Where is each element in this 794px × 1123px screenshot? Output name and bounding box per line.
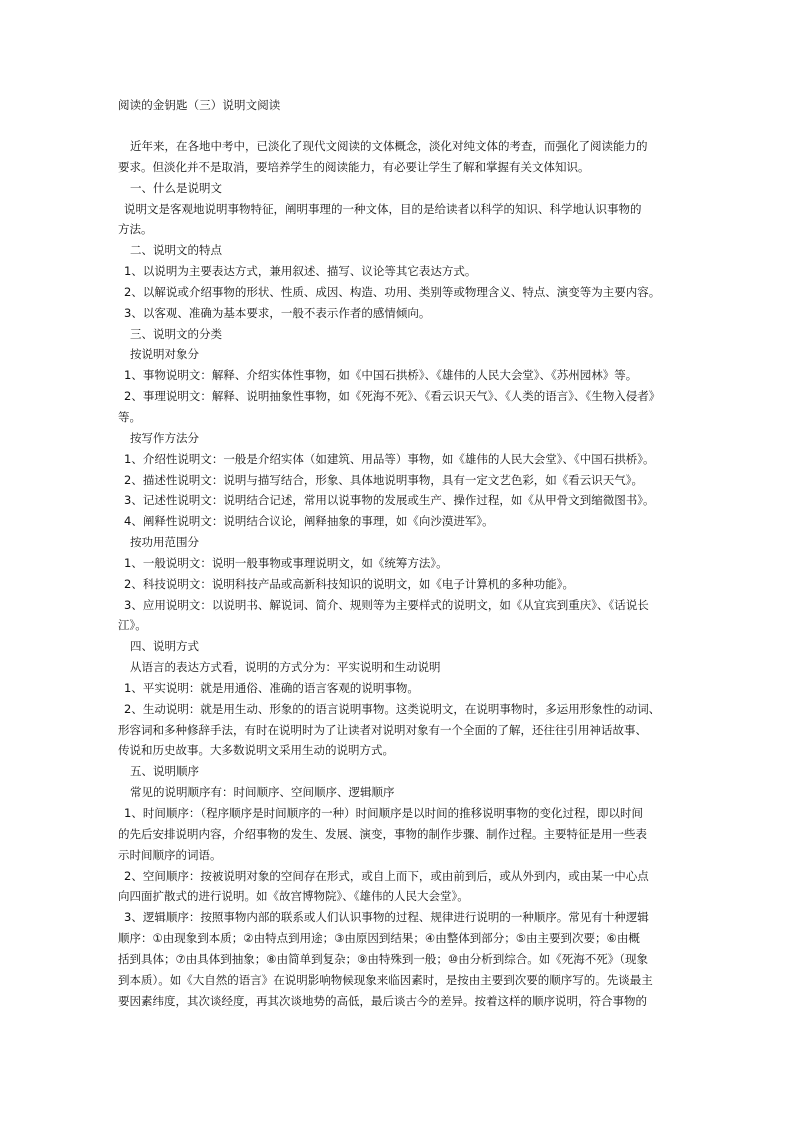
body-line: 2、描述性说明文：说明与描写结合，形象、具体地说明事物，具有一定文艺色彩，如《看云识天气》。 [124,472,644,487]
body-line: 向四面扩散式的进行说明。如《故宫博物院》、《雄伟的人民大会堂》。 [118,889,469,904]
body-line: 一、什么是说明文 [130,180,222,195]
document-title: 阅读的金钥匙（三）说明文阅读 [118,98,281,112]
body-line: 3、以客观、准确为基本要求，一般不表示作者的感情倾向。 [124,305,431,320]
body-line: 括到具体；⑦由具体到抽象；⑧由简单到复杂；⑨由特殊到一般；⑩由分析到综合。如《死海不死》（现象 [118,951,648,966]
document-body [118,136,677,1011]
body-line: 顺序：①由现象到本质；②由特点到用途；③由原因到结果；④由整体到部分；⑤由主要到次要；⑥由概 [118,931,640,946]
body-line: 说明文是客观地说明事物特征，阐明事理的一种文体，目的是给读者以科学的知识、科学地认识事物的 [124,201,642,216]
body-line: 1、一般说明文：说明一般事物或事理说明文，如《统筹方法》。 [124,555,448,570]
body-line: 1、平实说明：就是用通俗、准确的语言客观的说明事物。 [124,680,419,695]
body-line: 江》。 [118,618,147,633]
body-line: 3、记述性说明文：说明结合记述，常用以说事物的发展或生产、操作过程，如《从甲骨文到缩微图书》。 [124,493,655,508]
body-line: 1、事物说明文：解释、介绍实体性事物，如《中国石拱桥》、《雄伟的人民大会堂》、《苏州园林》等。 [124,368,638,383]
body-line: 1、介绍性说明文：一般是介绍实体（如建筑、用品等）事物，如《雄伟的人民大会堂》、《中国石拱桥》。 [124,451,655,466]
body-line: 4、阐释性说明文：说明结合议论，阐释抽象的事理，如《向沙漠进军》。 [124,514,494,529]
body-line: 形容词和多种修辞手法，有时在说明时为了让读者对说明对象有一个全面的了解，还往往引用神话故事、 [118,722,647,737]
body-line: 按功用范围分 [130,535,199,550]
body-line: 近年来，在各地中考中，已淡化了现代文阅读的文体概念，淡化对纯文体的考查，而强化了阅读能力的 [130,139,648,153]
body-line: 1、以说明为主要表达方式，兼用叙述、描写、议论等其它表达方式。 [124,264,477,279]
body-line: 示时间顺序的词语。 [118,847,222,862]
body-line: 2、科技说明文：说明科技产品或高新科技知识的说明文，如《电子计算机的多种功能》。 [124,576,575,591]
body-line: 按说明对象分 [130,347,199,362]
body-line: 从语言的表达方式看，说明的方式分为：平实说明和生动说明 [130,660,441,675]
body-line: 2、以解说或介绍事物的形状、性质、成因、构造、功用、类别等或物理含义、特点、演变等为主要内容。 [124,284,661,299]
body-line: 常见的说明顺序有：时间顺序、空间顺序、逻辑顺序 [130,785,395,800]
body-line: 要求。但淡化并不是取消，要培养学生的阅读能力，有必要让学生了解和掌握有关文体知识。 [118,159,590,174]
body-line: 三、说明文的分类 [130,326,222,341]
body-line: 五、说明顺序 [130,764,199,779]
body-line: 到本质）。如《大自然的语言》在说明影响物候现象来临因素时，是按由主要到次要的顺序写的。先谈最主 [118,972,653,987]
body-line: 2、事理说明文：解释、说明抽象性事物，如《死海不死》、《看云识天气》、《人类的语言》、《生物入侵者》 [124,389,661,404]
body-line: 2、空间顺序：按被说明对象的空间存在形式，或自上而下，或由前到后，或从外到内，或由某一中心点 [124,868,649,883]
body-line: 要因素纬度，其次谈经度，再其次谈地势的高低，最后谈古今的差异。按着这样的顺序说明，符合事物的 [118,993,647,1008]
body-line: 1、时间顺序：（程序顺序是时间顺序的一种）时间顺序是以时间的推移说明事物的变化过程，即以时间 [124,806,644,820]
body-line: 按写作方法分 [130,430,199,445]
body-line: 传说和历史故事。大多数说明文采用生动的说明方式。 [118,743,394,758]
body-line: 2、生动说明：就是用生动、形象的的语言说明事物。这类说明文，在说明事物时，多运用形象性的动词、 [124,701,661,716]
body-line: 四、说明方式 [130,639,199,654]
body-line: 的先后安排说明内容，介绍事物的发生、发展、演变，事物的制作步骤、制作过程。主要特征是用一些表 [118,826,647,841]
body-line: 方法。 [118,222,153,237]
body-line: 3、逻辑顺序：按照事物内部的联系或人们认识事物的过程、规律进行说明的一种顺序。常见有十种逻辑 [124,910,649,925]
body-line: 二、说明文的特点 [130,243,222,258]
body-line: 3、应用说明文：以说明书、解说词、简介、规则等为主要样式的说明文，如《从宜宾到重庆》、《话说长 [124,597,649,612]
body-line: 等。 [118,409,141,424]
